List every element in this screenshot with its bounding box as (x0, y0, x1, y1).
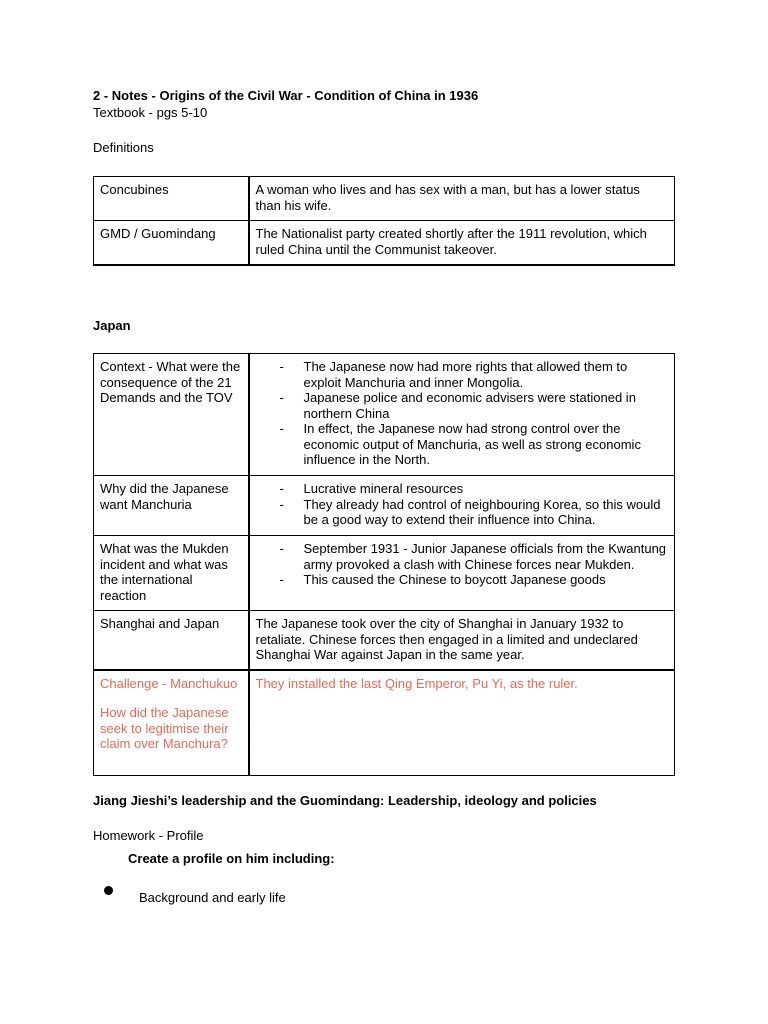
list-item: - The Japanese now had more rights that allowed them to exploit Manchuria and inner Mongolia. (304, 359, 669, 390)
list-item: - This caused the Chinese to boycott Japanese goods (304, 572, 669, 588)
challenge-answer: They installed the last Qing Emperor, Pu Yi, as the ruler. (249, 670, 675, 776)
table-row (94, 611, 675, 670)
japan-heading: Japan (93, 318, 131, 333)
definition-term: GMD / Guomindang (94, 221, 249, 265)
textbook-reference: Textbook - pgs 5-10 (93, 105, 208, 120)
table-row (94, 670, 675, 776)
definitions-table (93, 176, 675, 266)
japan-answer (249, 354, 675, 476)
list-item: - Lucrative mineral resources (304, 481, 669, 497)
japan-question: Shanghai and Japan (94, 611, 249, 670)
japan-answer (249, 536, 675, 611)
japan-answer (249, 476, 675, 536)
challenge-subquestion: How did the Japanese seek to legitimise their claim over Manchura? (100, 705, 229, 751)
challenge-title: Challenge - Manchukuo (100, 675, 238, 691)
bullet-dot-icon (104, 886, 113, 895)
challenge-question (94, 670, 249, 776)
list-item: - In effect, the Japanese now had strong control over the economic output of Manchuria, as well as strong economic influence in the North. (304, 421, 669, 468)
japan-table (93, 353, 675, 776)
table-row (94, 354, 675, 476)
definition-text: A woman who lives and has sex with a man, but has a lower status than his wife. (249, 177, 675, 221)
page-title: 2 - Notes - Origins of the Civil War - Condition of China in 1936 (93, 88, 479, 103)
japan-answer: The Japanese took over the city of Shanghai in January 1932 to retaliate. Chinese forces then engaged in a limited and undeclared Shanghai War against Japan in the same year. (249, 611, 675, 670)
list-item: - September 1931 - Junior Japanese officials from the Kwantung army provoked a clash with Chinese forces near Mukden. (304, 541, 669, 572)
japan-question: Why did the Japanese want Manchuria (94, 476, 249, 536)
list-item: - They already had control of neighbouring Korea, so this would be a good way to extend their influence into China. (304, 497, 669, 528)
table-row (94, 476, 675, 536)
table-row (94, 177, 675, 221)
table-row (94, 221, 675, 265)
definition-text: The Nationalist party created shortly after the 1911 revolution, which ruled China until the Communist takeover. (249, 221, 675, 265)
profile-instruction: Create a profile on him including: (128, 851, 335, 866)
definitions-heading: Definitions (93, 140, 154, 155)
list-item: - Japanese police and economic advisers were stationed in northern China (304, 390, 669, 421)
jiang-heading: Jiang Jieshi’s leadership and the Guomindang: Leadership, ideology and policies (93, 793, 597, 808)
table-row (94, 536, 675, 611)
japan-question: Context - What were the consequence of the 21 Demands and the TOV (94, 354, 249, 476)
list-item: Background and early life (139, 890, 286, 905)
japan-question: What was the Mukden incident and what was the international reaction (94, 536, 249, 611)
homework-label: Homework - Profile (93, 828, 204, 843)
definition-term: Concubines (94, 177, 249, 221)
